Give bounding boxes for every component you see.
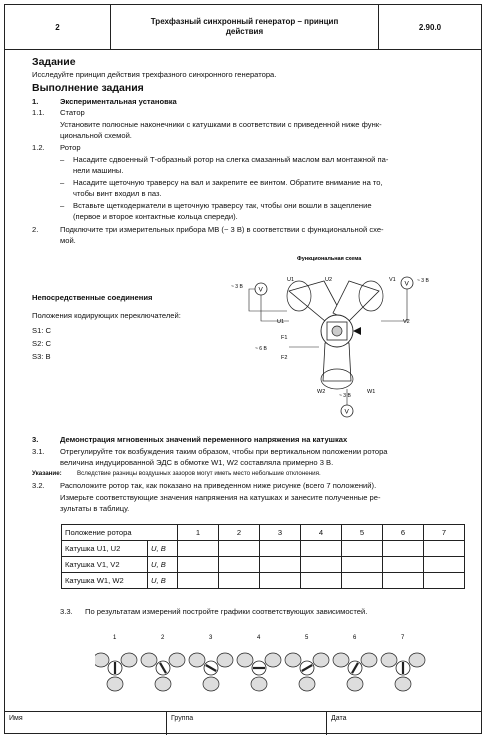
footer-group: Группа — [167, 712, 327, 735]
table-row — [62, 557, 465, 573]
worksheet-page — [4, 4, 482, 734]
footer-date: Дата — [331, 715, 347, 722]
value-cell[interactable] — [178, 541, 219, 557]
value-cell[interactable] — [301, 573, 342, 589]
section-3-title: Демонстрация мгновенных значений переменного напряжения на катушках — [60, 435, 348, 444]
label-w1: W1 — [367, 389, 376, 395]
section-1-title: Экспериментальная установка — [60, 97, 177, 106]
results-table — [61, 524, 465, 589]
value-cell[interactable] — [178, 573, 219, 589]
label-6v: ~ 6 В — [255, 346, 267, 352]
page-title: Трехфазный синхронный генератор – принцип действия — [111, 5, 379, 49]
rotor-position-figure — [189, 635, 233, 691]
svg-text:V: V — [404, 280, 409, 288]
label-w2: W2 — [317, 389, 326, 395]
label-f1: F1 — [281, 335, 288, 341]
value-cell[interactable] — [424, 573, 465, 589]
column-header: 2 — [219, 525, 260, 541]
rotor-position-figure — [381, 635, 425, 691]
pole-w — [323, 343, 351, 381]
coil-label: Катушка V1, V2 — [62, 557, 148, 573]
section-3-3-text: По результатам измерений постройте графики соответствующих зависимостей. — [85, 607, 368, 616]
label-right-3v: ~ 3 В — [417, 278, 429, 284]
section-2-text-cont: мой. — [60, 236, 76, 245]
rotor-position-label: 7 — [401, 635, 405, 641]
bullet-brush-holder-text-cont: (первое и второе контактные кольца спереди). — [73, 212, 238, 221]
unit-label: U, В — [148, 557, 178, 573]
section-3-number: 3. — [32, 435, 39, 444]
section-1-1-text: Установите полюсные наконечники с катушками в соответствии с приведенной ниже функ- — [60, 120, 382, 129]
section-3-2-text-cont: Измерьте соответствующие значения напряжения на катушках и занесите полученные ре- — [60, 493, 381, 502]
rotor-position-figure — [333, 635, 377, 691]
rotor-position-label: 6 — [353, 635, 357, 641]
rotor-positions-figure — [95, 630, 435, 700]
section-3-1-text-cont: величина индуцированной ЭДС в обмотке W1, W2 составляла примерно 3 В. — [60, 458, 334, 467]
value-cell[interactable] — [424, 541, 465, 557]
column-header: 6 — [383, 525, 424, 541]
bullet-brush-traverse-text: Насадите щеточную траверсу на вал и закрепите ее винтом. Обратите внимание на то, — [73, 178, 383, 187]
rotor-position-figure — [141, 635, 185, 691]
value-cell[interactable] — [383, 573, 424, 589]
switch-s3: S3: B — [32, 352, 51, 361]
value-cell[interactable] — [219, 573, 260, 589]
section-1-1-text-cont: циональной схемой. — [60, 131, 132, 140]
section-1-number: 1. — [32, 97, 39, 106]
direct-connections-heading: Непосредственные соединения — [32, 293, 153, 302]
value-cell[interactable] — [301, 541, 342, 557]
table-row — [62, 573, 465, 589]
bullet-rotor-text: Насадите сдвоенный Т-образный ротор на слегка смазанный маслом вал монтажной па- — [73, 155, 389, 164]
section-3-2-text-cont-2: зультаты в таблицу. — [60, 504, 130, 513]
rotor-position-label: 5 — [305, 635, 309, 641]
bullet-dash: – — [60, 155, 65, 164]
bullet-dash: – — [60, 201, 65, 210]
table-row — [62, 541, 465, 557]
value-cell[interactable] — [383, 557, 424, 573]
column-header: 1 — [178, 525, 219, 541]
section-1-2-title: Ротор — [60, 143, 81, 152]
switch-s2: S2: C — [32, 339, 51, 348]
rotor-position-figure — [285, 635, 329, 691]
value-cell[interactable] — [260, 557, 301, 573]
value-cell[interactable] — [342, 573, 383, 589]
footer-name: Имя — [5, 712, 167, 735]
rotor-position-label: 2 — [161, 635, 165, 641]
label-f2: F2 — [281, 355, 288, 361]
section-3-1-text: Отрегулируйте ток возбуждения таким образом, чтобы при вертикальном положении ротора — [60, 447, 388, 456]
rotor-position-figure — [95, 635, 137, 691]
unit-label: U, В — [148, 541, 178, 557]
value-cell[interactable] — [260, 573, 301, 589]
section-1-1-number: 1.1. — [32, 108, 45, 117]
value-cell[interactable] — [424, 557, 465, 573]
svg-text:V: V — [344, 408, 349, 416]
value-cell[interactable] — [219, 557, 260, 573]
section-3-3-number: 3.3. — [60, 607, 73, 616]
label-u1: U1 — [287, 277, 295, 283]
doc-code: 2.90.0 — [418, 22, 442, 32]
section-3-1-number: 3.1. — [32, 447, 45, 456]
bullet-rotor-text-cont: нели машины. — [73, 166, 124, 175]
coil-label: Катушка W1, W2 — [62, 573, 148, 589]
rotor-position-label: 4 — [257, 635, 261, 641]
task-heading: Задание — [32, 56, 76, 68]
bullet-brush-holder-text: Вставьте щеткодержатели в щеточную траверсу так, чтобы они вошли в зацепление — [73, 201, 372, 210]
page-header — [5, 5, 481, 50]
note-text: Вследствие разницы воздушных зазоров могут иметь место небольшие отклонения. — [77, 470, 321, 477]
label-u2: U2 — [325, 277, 333, 283]
diagram-title: Функциональная схема — [297, 256, 362, 262]
unit-label: U, В — [148, 573, 178, 589]
column-header: 4 — [301, 525, 342, 541]
label-bottom-3v: ~ 3 В — [339, 393, 351, 399]
value-cell[interactable] — [219, 541, 260, 557]
coil-label: Катушка U1, U2 — [62, 541, 148, 557]
section-1-2-number: 1.2. — [32, 143, 45, 152]
label-left-3v: ~ 3 В — [231, 284, 243, 290]
value-cell[interactable] — [342, 557, 383, 573]
value-cell[interactable] — [260, 541, 301, 557]
execution-heading: Выполнение задания — [32, 82, 144, 94]
header-rotor-position: Положение ротора — [62, 525, 178, 541]
note-label: Указание: — [32, 470, 62, 477]
column-header: 7 — [424, 525, 465, 541]
column-header: 3 — [260, 525, 301, 541]
task-text: Исследуйте принцип действия трехфазного синхронного генератора. — [32, 70, 277, 79]
value-cell[interactable] — [342, 541, 383, 557]
section-1-1-title: Статор — [60, 108, 85, 117]
section-3-2-text: Расположите ротор так, как показано на приведенном ниже рисунке (всего 7 положений). — [60, 481, 377, 490]
value-cell[interactable] — [301, 557, 342, 573]
column-header: 5 — [342, 525, 383, 541]
section-2-text: Подключите три измерительных прибора МВ (~ 3 В) в соответствии с функциональной схе- — [60, 225, 384, 234]
section-2-number: 2. — [32, 225, 39, 234]
switch-s1: S1: C — [32, 326, 51, 335]
page-number: 2 — [5, 5, 111, 49]
page-footer — [5, 711, 481, 735]
functional-diagram — [229, 251, 439, 421]
bullet-brush-traverse-text-cont: чтобы винт входил в паз. — [73, 189, 162, 198]
table-header-row — [62, 525, 465, 541]
value-cell[interactable] — [178, 557, 219, 573]
rotor-position-label: 3 — [209, 635, 213, 641]
label-v2: V2 — [403, 319, 410, 325]
rotor-position-label: 1 — [113, 635, 117, 641]
bullet-dash: – — [60, 178, 65, 187]
switch-positions-label: Положения кодирующих переключателей: — [32, 311, 181, 320]
svg-text:V: V — [258, 286, 263, 294]
arrow-icon — [353, 327, 361, 335]
rotor-position-figure — [237, 635, 281, 691]
section-3-2-number: 3.2. — [32, 481, 45, 490]
value-cell[interactable] — [383, 541, 424, 557]
label-v1: V1 — [389, 277, 396, 283]
label-u1-lower: U1 — [277, 319, 285, 325]
